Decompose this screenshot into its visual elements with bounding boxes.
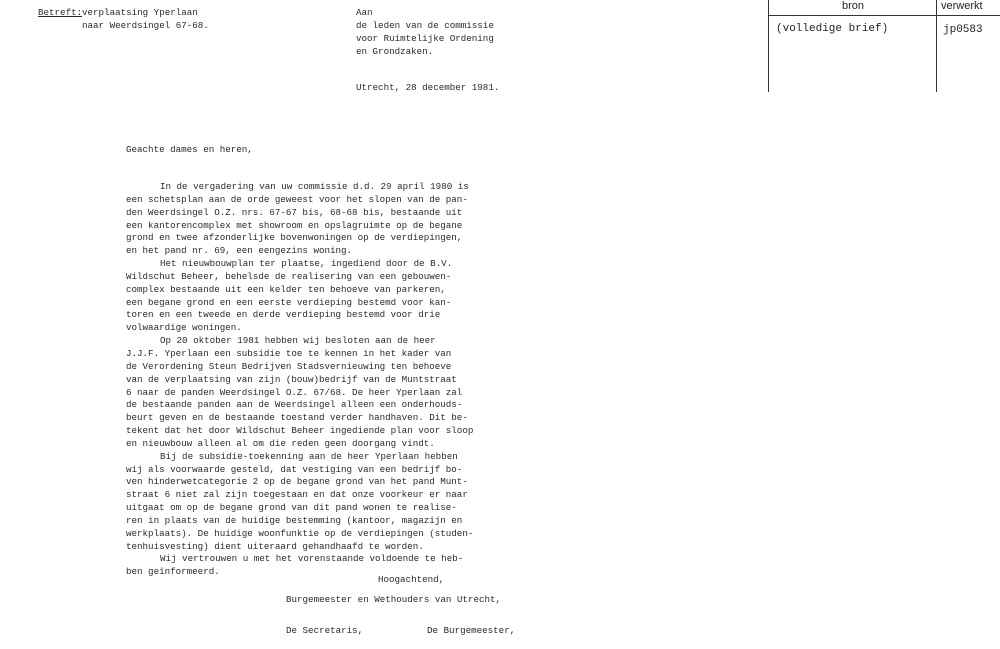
body-line: de bestaande panden aan de Weerdsingel alleen een onderhouds- — [126, 399, 463, 411]
body-line: toren en een tweede en derde verdieping bestemd voor drie — [126, 309, 441, 321]
signature-mayor: De Burgemeester, — [427, 625, 516, 636]
addressee-block — [356, 7, 494, 58]
body-line: beurt geven en de bestaande toestand verder handhaven. Dit be- — [126, 412, 468, 424]
table-divider — [936, 0, 937, 92]
closing-signatory: Burgemeester en Wethouders van Utrecht, — [286, 594, 502, 605]
body-line: uitgaat om op de begane grond van dit pand wonen te realise- — [126, 502, 457, 514]
body-line: 6 naar de panden Weerdsingel O.Z. 67/68. De heer Yperlaan zal — [126, 386, 463, 398]
letter-body — [126, 181, 473, 579]
body-line: van de verplaatsing van zijn (bouw)bedrijf van de Muntstraat — [126, 373, 457, 385]
body-line: grond en twee afzonderlijke bovenwoningen op de verdiepingen, — [126, 232, 463, 244]
table-header-verwerkt: verwerkt — [941, 0, 983, 12]
paragraph-first-line: Wij vertrouwen u met het vorenstaande voldoende te heb- — [160, 553, 464, 565]
body-line: tenhuisvesting) dient uiteraard gehandhaafd te worden. — [126, 540, 424, 552]
subject-label: Betreft: — [38, 7, 83, 18]
addressee-line: voor Ruimtelijke Ordening — [356, 32, 494, 44]
addressee-line: de leden van de commissie — [356, 19, 494, 31]
paragraph-first-line: Het nieuwbouwplan ter plaatse, ingediend door de B.V. — [160, 258, 453, 270]
body-line: J.J.F. Yperlaan een subsidie toe te kennen in het kader van — [126, 347, 452, 359]
table-header-rule — [768, 15, 1000, 16]
body-line: een begane grond en een eerste verdieping bestemd voor kan- — [126, 296, 452, 308]
body-line: ben geïnformeerd. — [126, 566, 220, 578]
body-line: Wildschut Beheer, behelsde de realisering van een gebouwen- — [126, 270, 452, 282]
table-header-bron: bron — [842, 0, 865, 12]
subject-line: naar Weerdsingel 67-68. — [82, 19, 209, 31]
paragraph-first-line: In de vergadering van uw commissie d.d. 29 april 1980 is — [160, 181, 469, 192]
body-line: de Verordening Steun Bedrijven Stadsvernieuwing ten behoeve — [126, 360, 452, 372]
paragraph-first-line: Op 20 oktober 1981 hebben wij besloten aan de heer — [160, 335, 436, 347]
subject-text — [82, 7, 209, 33]
body-line: ven hinderwetcategorie 2 op de begane grond van het pand Munt- — [126, 476, 468, 488]
body-line: straat 6 niet zal zijn toegestaan en dat onze voorkeur er naar — [126, 489, 468, 501]
subject-line: verplaatsing Yperlaan — [82, 7, 198, 18]
body-line: tekent dat het door Wildschut Beheer ingediende plan voor sloop — [126, 425, 474, 437]
body-line: wij als voorwaarde gesteld, dat vestiging van een bedrijf bo- — [126, 463, 463, 475]
table-cell-processed: jp0583 — [943, 24, 983, 36]
salutation: Geachte dames en heren, — [126, 144, 253, 155]
addressee-line: Aan — [356, 7, 373, 18]
body-line: volwaardige woningen. — [126, 322, 242, 334]
addressee-line: en Grondzaken. — [356, 45, 434, 57]
body-line: ren in plaats van de huidige bestemming (kantoor, magazijn en — [126, 514, 463, 526]
place-date: Utrecht, 28 december 1981. — [356, 82, 500, 93]
paragraph-first-line: Bij de subsidie-toekenning aan de heer Yperlaan hebben — [160, 450, 458, 462]
table-cell-source: (volledige brief) — [776, 23, 889, 35]
body-line: den Weerdsingel O.Z. nrs. 67-67 bis, 68-68 bis, bestaande uit — [126, 206, 463, 218]
body-line: een schetsplan aan de orde geweest voor het slopen van de pan- — [126, 193, 468, 205]
body-line: een kantorencomplex met showroom en opslagruimte op de begane — [126, 219, 463, 231]
signature-secretary: De Secretaris, — [286, 625, 364, 636]
body-line: werkplaats). De huidige woonfunktie op de verdiepingen (studen- — [126, 527, 474, 539]
body-line: en nieuwbouw alleen al om die reden geen doorgang vindt. — [126, 437, 435, 449]
body-line: complex bestaande uit een kelder ten behoeve van parkeren, — [126, 283, 446, 295]
closing-greeting: Hoogachtend, — [378, 574, 445, 585]
body-line: en het pand nr. 69, een eengezins woning. — [126, 245, 353, 257]
table-border — [768, 0, 769, 92]
